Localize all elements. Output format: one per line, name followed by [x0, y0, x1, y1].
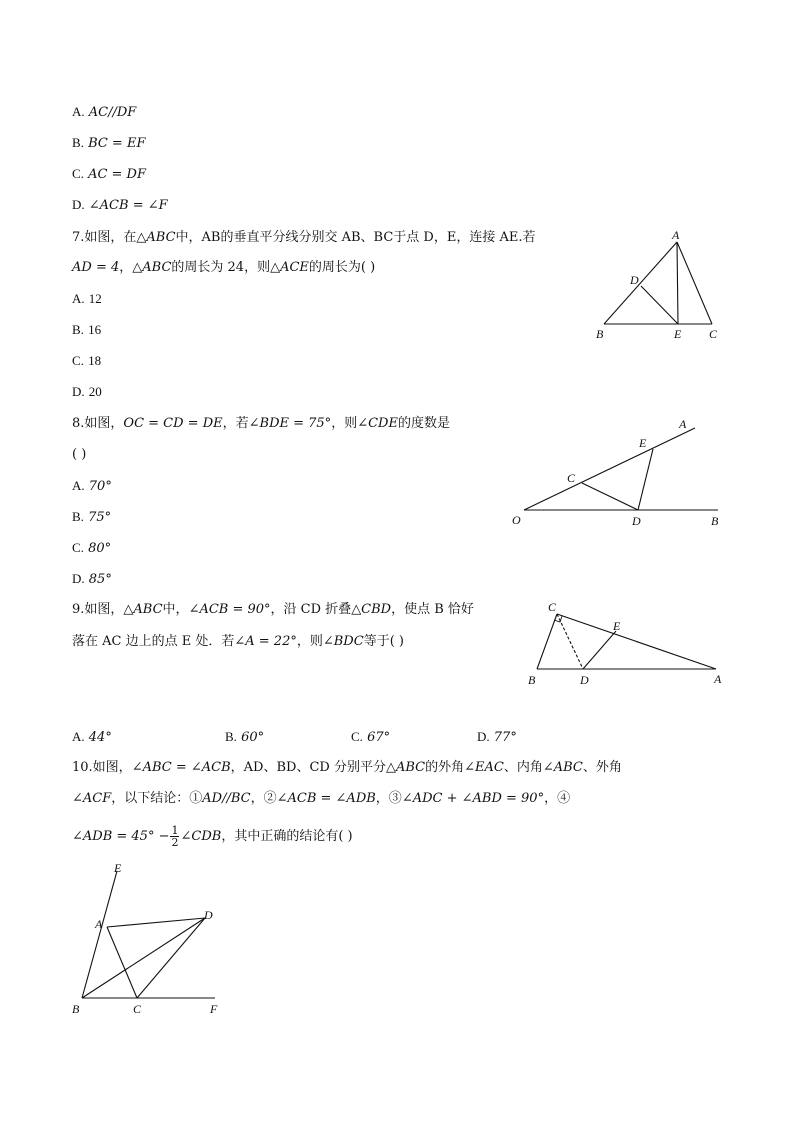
- q7-option-b: [72, 321, 101, 340]
- q9-math: ∠BDC: [322, 634, 364, 649]
- option-letter: D.: [72, 571, 85, 586]
- option-value: 20: [88, 384, 102, 399]
- option-math: BC = EF: [88, 136, 146, 151]
- option-letter: C.: [351, 729, 363, 744]
- q8-text: ，若: [222, 416, 249, 431]
- option-value: 16: [88, 322, 102, 337]
- fraction-one-half: [170, 825, 179, 848]
- q7-text: 中，AB的垂直平分线分别交 AB、BC于点 D，E，连接 AE.若: [175, 230, 536, 245]
- q10-math: ∠ABC: [542, 760, 583, 775]
- q6-option-d: [72, 196, 168, 215]
- label-a: A: [95, 917, 103, 931]
- q10-stem-line1: [72, 759, 622, 777]
- label-o: O: [512, 513, 521, 527]
- q10-text: 的外角: [425, 760, 465, 775]
- option-letter: A.: [72, 104, 85, 119]
- option-letter: D.: [477, 729, 490, 744]
- q9-text: ，沿 CD 折叠: [270, 602, 352, 617]
- q9-text: ，则: [296, 634, 323, 649]
- fraction-numerator: 1: [171, 824, 179, 837]
- q8-text: 的度数是: [397, 416, 450, 431]
- q7-option-a: [72, 290, 102, 309]
- option-value: 67°: [367, 730, 391, 745]
- q9-text: 9.如图，: [72, 602, 124, 617]
- option-letter: D.: [72, 384, 85, 399]
- q10-stem-line3: [72, 822, 353, 852]
- q10-text: 、内角: [503, 760, 543, 775]
- label-a: A: [679, 417, 687, 431]
- q9-option-b: [225, 728, 264, 747]
- option-letter: B.: [225, 729, 237, 744]
- q8-math: ∠BDE = 75°: [248, 416, 332, 431]
- q8-option-b: [72, 508, 111, 527]
- label-b: B: [72, 1002, 80, 1016]
- ray-oa: [524, 428, 695, 510]
- q10-text: ，AD、BD、CD 分别平分: [230, 760, 386, 775]
- q10-math: △ABC: [385, 760, 426, 775]
- label-d: D: [632, 514, 641, 528]
- label-c: C: [567, 471, 576, 485]
- q10-math: ∠CDB: [180, 829, 222, 844]
- label-b: B: [528, 673, 536, 687]
- option-letter: A.: [72, 478, 85, 493]
- segment-cd: [137, 918, 205, 998]
- label-d: D: [204, 908, 213, 922]
- q8-stem-line2: [72, 446, 86, 464]
- q7-text: ，: [119, 260, 133, 275]
- q9-option-a: [72, 728, 112, 747]
- q10-text: ，其中正确的结论有( ): [221, 829, 353, 844]
- label-a: A: [672, 228, 680, 242]
- segment-cb: [537, 614, 557, 669]
- option-math: AC//DF: [88, 105, 137, 120]
- q9-stem-line2: [72, 633, 404, 651]
- q9-math: △ABC: [123, 602, 163, 617]
- segment-de: [641, 286, 678, 324]
- q7-math: △ABC: [132, 260, 172, 275]
- option-value: 70°: [88, 479, 112, 494]
- label-d: D: [580, 673, 589, 687]
- q8-text: ，则: [331, 416, 358, 431]
- q8-blank: ( ): [72, 447, 87, 462]
- q7-text: 7.如图，在: [72, 230, 137, 245]
- q6-option-b: [72, 134, 145, 153]
- segment-de: [583, 631, 616, 669]
- q10-math: ∠ADB = 45° −: [72, 829, 170, 844]
- q8-text: 8.如图，: [72, 416, 124, 431]
- label-e: E: [674, 327, 682, 341]
- q10-stem-line2: [72, 790, 570, 808]
- q7-option-d: [72, 383, 102, 402]
- q7-math: △ABC: [136, 230, 176, 245]
- q8-math: OC = CD = DE: [123, 416, 223, 431]
- option-value: 80°: [88, 541, 112, 556]
- q8-stem-line1: [72, 415, 450, 433]
- option-letter: A.: [72, 729, 85, 744]
- q10-math: ∠ACB = ∠ADB: [276, 791, 376, 806]
- q9-math: ∠A = 22°: [234, 634, 297, 649]
- segment-de: [638, 449, 653, 510]
- q9-text: 等于( ): [363, 634, 404, 649]
- label-c: C: [548, 600, 557, 614]
- q10-math: ∠EAC: [464, 760, 504, 775]
- q9-option-c: [351, 728, 390, 747]
- q8-option-a: [72, 477, 112, 496]
- segment-ac: [677, 242, 712, 324]
- segment-ca: [557, 614, 716, 669]
- option-letter: B.: [72, 509, 84, 524]
- q6-option-c: [72, 165, 146, 184]
- q8-option-d: [72, 570, 112, 589]
- q9-option-d: [477, 728, 517, 747]
- option-value: 12: [88, 291, 102, 306]
- q7-math: △ACE: [270, 260, 309, 275]
- q9-math: △CBD: [351, 602, 392, 617]
- option-value: 75°: [88, 510, 112, 525]
- label-c: C: [709, 327, 718, 341]
- q9-text: 落在 AC 边上的点 E 处．若: [72, 634, 235, 649]
- option-letter: B.: [72, 322, 84, 337]
- option-value: 18: [88, 353, 102, 368]
- option-letter: C.: [72, 353, 84, 368]
- option-value: 44°: [88, 730, 112, 745]
- q7-math: AD = 4: [72, 260, 120, 275]
- option-letter: C.: [72, 166, 84, 181]
- option-value: 77°: [493, 730, 517, 745]
- label-a: A: [714, 672, 722, 686]
- q8-figure: [505, 415, 730, 533]
- q10-text: 10.如图，: [72, 760, 132, 775]
- q7-stem-line2: [72, 259, 375, 277]
- option-value: 60°: [241, 730, 265, 745]
- option-letter: C.: [72, 540, 84, 555]
- segment-ae: [677, 242, 678, 324]
- label-d: D: [630, 273, 639, 287]
- q9-text: 中，: [162, 602, 189, 617]
- q7-figure: [590, 228, 730, 348]
- q10-figure: [65, 858, 235, 1023]
- label-b: B: [596, 327, 604, 341]
- q10-text: ，②: [250, 791, 277, 806]
- option-letter: A.: [72, 291, 85, 306]
- q9-text: ，使点 B 恰好: [391, 602, 474, 617]
- q10-text: ，④: [544, 791, 571, 806]
- label-e: E: [613, 619, 621, 633]
- segment-cd-dashed: [557, 614, 583, 669]
- label-e: E: [114, 861, 122, 875]
- label-b: B: [711, 514, 719, 528]
- q7-text: 的周长为( ): [308, 260, 376, 275]
- q10-math: ∠ABC = ∠ACB: [131, 760, 231, 775]
- q7-text: 的周长为 24，则: [171, 260, 271, 275]
- option-math: ∠ACB = ∠F: [88, 198, 168, 213]
- segment-ad: [107, 918, 205, 927]
- option-math: AC = DF: [88, 167, 146, 182]
- label-e: E: [639, 436, 647, 450]
- q10-math: ∠ACF: [72, 791, 112, 806]
- option-letter: B.: [72, 135, 84, 150]
- q8-option-c: [72, 539, 111, 558]
- segment-ac: [107, 927, 137, 998]
- q10-math: ∠ADC + ∠ABD = 90°: [401, 791, 545, 806]
- fraction-denominator: 2: [171, 836, 179, 849]
- option-value: 85°: [88, 572, 112, 587]
- label-f: F: [210, 1002, 218, 1016]
- option-letter: D.: [72, 197, 85, 212]
- q10-math: AD//BC: [202, 791, 251, 806]
- q10-text: ，③: [375, 791, 402, 806]
- q9-math: ∠ACB = 90°: [188, 602, 271, 617]
- q7-stem-line1: [72, 229, 536, 247]
- q10-text: 、外角: [582, 760, 622, 775]
- q10-text: ，以下结论：①: [111, 791, 203, 806]
- q6-option-a: [72, 103, 136, 122]
- segment-cd: [582, 483, 638, 510]
- q9-figure: [520, 598, 730, 690]
- q9-stem-line1: [72, 601, 474, 619]
- label-c: C: [133, 1002, 142, 1016]
- q8-math: ∠CDE: [357, 416, 398, 431]
- q7-option-c: [72, 352, 101, 371]
